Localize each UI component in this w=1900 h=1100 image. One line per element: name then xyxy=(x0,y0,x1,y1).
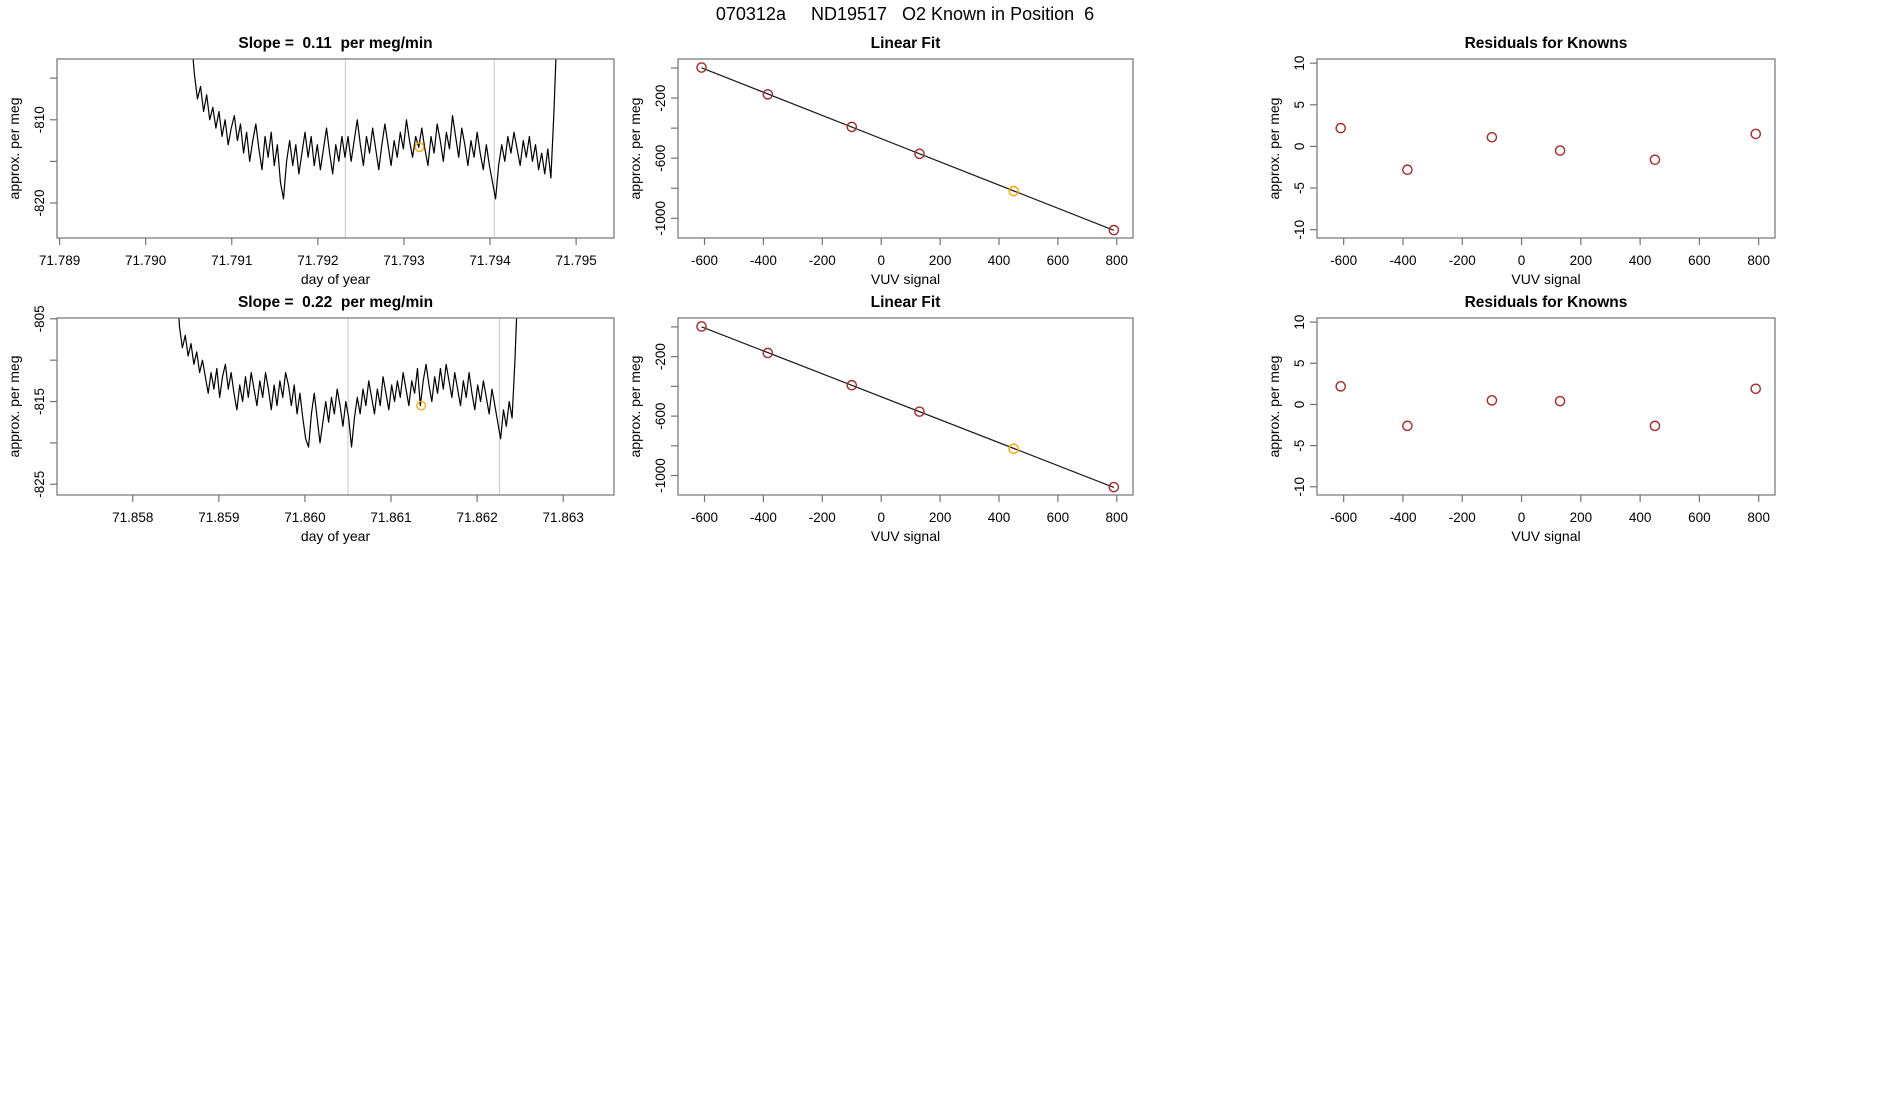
y-tick-label: -600 xyxy=(653,402,668,430)
y-tick-label: 5 xyxy=(1292,359,1307,368)
x-tick-label: 71.858 xyxy=(112,510,154,525)
plot-fit-top xyxy=(627,35,1133,287)
y-tick-label: 10 xyxy=(1292,314,1307,330)
y-axis-label: approx. per meg xyxy=(6,97,22,200)
y-tick-label: -815 xyxy=(32,388,47,416)
data-point-circle xyxy=(1555,146,1564,155)
data-point-circle xyxy=(1487,133,1496,142)
data-point-circle xyxy=(1650,421,1659,430)
y-tick-label: 5 xyxy=(1292,101,1307,109)
x-tick-label: -600 xyxy=(690,510,719,525)
x-tick-label: 71.859 xyxy=(198,510,240,525)
x-tick-label: -200 xyxy=(1448,253,1476,268)
plot-title: Linear Fit xyxy=(870,294,941,311)
x-tick-label: 0 xyxy=(1517,253,1526,268)
plot-frame xyxy=(1317,318,1775,495)
y-tick-label: -805 xyxy=(32,305,47,333)
data-point-circle xyxy=(1487,396,1496,405)
x-axis-label: VUV signal xyxy=(1511,271,1581,287)
data-point-circle xyxy=(1403,421,1412,430)
x-tick-label: 400 xyxy=(987,510,1011,525)
x-tick-label: 800 xyxy=(1747,510,1770,525)
x-axis-label: day of year xyxy=(300,271,371,287)
x-tick-label: 71.789 xyxy=(38,253,81,268)
x-tick-label: -400 xyxy=(749,253,777,268)
data-point-circle xyxy=(697,322,706,331)
data-point-circle xyxy=(1650,155,1659,164)
x-axis-label: VUV signal xyxy=(870,528,941,544)
x-tick-label: 71.790 xyxy=(125,253,167,268)
y-tick-label: -1000 xyxy=(653,458,668,493)
x-tick-label: -600 xyxy=(690,253,719,268)
x-axis-label: day of year xyxy=(300,528,371,544)
x-tick-label: 0 xyxy=(877,510,885,525)
x-tick-label: 71.795 xyxy=(555,253,597,268)
y-tick-label: -5 xyxy=(1292,182,1307,195)
y-axis-label: approx. per meg xyxy=(627,355,643,458)
x-tick-label: -600 xyxy=(1330,510,1358,525)
x-tick-label: 600 xyxy=(1046,510,1070,525)
x-tick-label: -400 xyxy=(1389,253,1417,268)
y-axis-label: approx. per meg xyxy=(6,355,22,458)
x-axis-label: VUV signal xyxy=(870,271,941,287)
data-point-circle xyxy=(1555,397,1564,406)
x-tick-label: -200 xyxy=(808,253,836,268)
data-point-circle xyxy=(1751,129,1760,138)
plot-title: Slope = 0.22 per meg/min xyxy=(237,294,434,311)
y-axis-label: approx. per meg xyxy=(1266,97,1282,200)
plot-frame xyxy=(1317,59,1775,238)
x-tick-label: 800 xyxy=(1105,253,1129,268)
plot-title: Slope = 0.11 per meg/min xyxy=(238,35,433,52)
y-tick-label: -5 xyxy=(1292,439,1307,452)
x-tick-label: 600 xyxy=(1688,253,1711,268)
timeseries-line xyxy=(191,28,557,199)
x-tick-label: 800 xyxy=(1105,510,1129,525)
y-tick-label: -200 xyxy=(653,343,668,371)
x-tick-label: 400 xyxy=(987,253,1011,268)
x-tick-label: 200 xyxy=(1569,510,1593,525)
data-point-circle xyxy=(697,63,706,72)
x-axis-label: VUV signal xyxy=(1511,528,1581,544)
data-point-circle xyxy=(1751,384,1760,393)
y-tick-label: -820 xyxy=(32,189,47,217)
data-point-circle xyxy=(1336,124,1345,133)
y-tick-label: -810 xyxy=(32,106,47,134)
x-tick-label: 200 xyxy=(928,253,952,268)
y-tick-label: -200 xyxy=(653,84,668,112)
plot-resid-bottom xyxy=(1266,294,1775,544)
x-tick-label: 200 xyxy=(928,510,952,525)
plot-resid-top xyxy=(1266,35,1775,287)
x-tick-label: 71.792 xyxy=(297,253,339,268)
x-tick-label: -400 xyxy=(1389,510,1417,525)
y-tick-label: -825 xyxy=(32,470,47,498)
x-tick-label: 71.791 xyxy=(211,253,253,268)
y-tick-label: -600 xyxy=(653,144,668,172)
x-tick-label: 800 xyxy=(1747,253,1770,268)
y-tick-label: -1000 xyxy=(653,201,668,236)
x-tick-label: 71.794 xyxy=(469,253,511,268)
y-tick-label: 0 xyxy=(1292,400,1307,409)
x-tick-label: -400 xyxy=(749,510,777,525)
x-tick-label: 200 xyxy=(1569,253,1593,268)
figure-main-title: 070312a ND19517 O2 Known in Position 6 xyxy=(715,4,1095,24)
plot-title: Residuals for Knowns xyxy=(1464,35,1628,52)
x-tick-label: 71.862 xyxy=(456,510,498,525)
y-tick-label: 10 xyxy=(1292,55,1307,71)
data-point-circle xyxy=(1336,382,1345,391)
y-tick-label: -10 xyxy=(1292,477,1307,497)
x-tick-label: 400 xyxy=(1628,253,1652,268)
x-tick-label: 0 xyxy=(1517,510,1526,525)
x-tick-label: 0 xyxy=(877,253,885,268)
x-tick-label: 600 xyxy=(1046,253,1070,268)
x-tick-label: 71.861 xyxy=(370,510,412,525)
y-tick-label: 0 xyxy=(1292,142,1307,151)
x-tick-label: 71.860 xyxy=(284,510,326,525)
x-tick-label: 400 xyxy=(1628,510,1652,525)
y-axis-label: approx. per meg xyxy=(627,97,643,200)
x-tick-label: 600 xyxy=(1688,510,1711,525)
y-tick-label: -10 xyxy=(1292,219,1307,240)
y-axis-label: approx. per meg xyxy=(1266,355,1282,458)
plot-title: Linear Fit xyxy=(870,35,941,52)
plot-slope-top xyxy=(6,28,614,287)
data-point-circle xyxy=(1403,165,1412,174)
plot-slope-bottom xyxy=(6,286,614,544)
x-tick-label: -200 xyxy=(1448,510,1476,525)
x-tick-label: 71.863 xyxy=(542,510,584,525)
plot-title: Residuals for Knowns xyxy=(1464,294,1628,311)
x-tick-label: 71.793 xyxy=(383,253,425,268)
x-tick-label: -200 xyxy=(808,510,836,525)
plot-fit-bottom xyxy=(627,294,1133,544)
x-tick-label: -600 xyxy=(1330,253,1358,268)
